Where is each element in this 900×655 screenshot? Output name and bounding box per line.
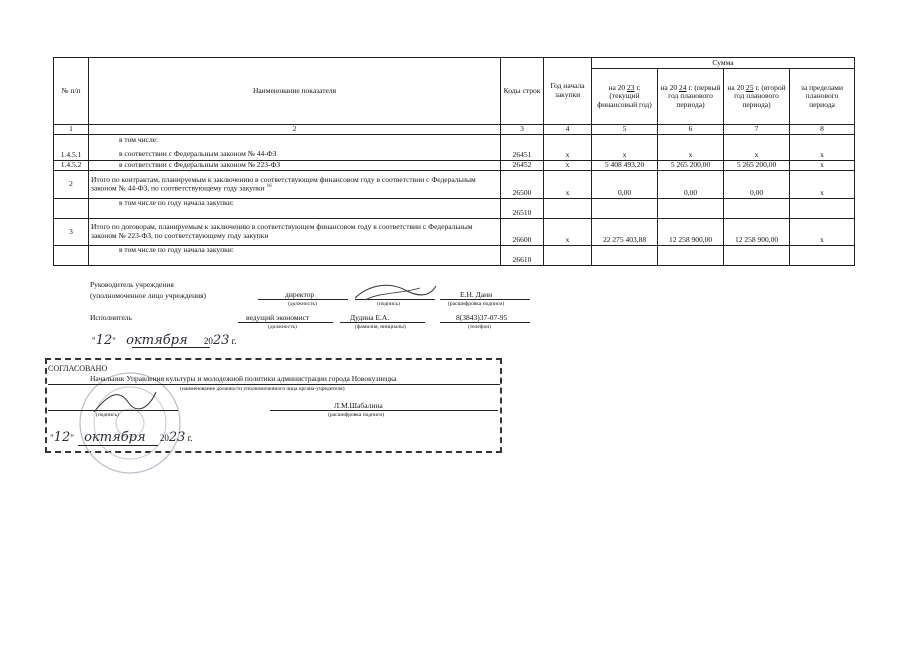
executor-phone: 8(3843)37-07-95 [456,313,508,322]
index-cell: 7 [724,125,790,135]
row-num: 1.4.5.1 [54,135,89,161]
approval-date-century: 20 [159,433,169,443]
col7-year: 25 [745,82,754,92]
index-cell: 2 [89,125,501,135]
head-position: директор [285,290,315,299]
row-name: в соответствии с Федеральным законом № 223-ФЗ [89,161,501,171]
date-year: 23 [212,333,230,348]
col6-year: 24 [679,82,687,92]
caption-position: (должность) [288,301,317,307]
executor-name-line [340,322,425,323]
row-code: 26610 [501,246,544,266]
approval-date-month: октября [84,430,146,445]
date-month: октября [126,333,188,348]
date-month-line [132,347,210,348]
col5-year: 23 [627,82,635,92]
caption-decode: (расшифровка подписи) [448,301,505,307]
row-value-8: x [790,171,855,199]
index-cell: 5 [592,125,658,135]
row-value-8: x [790,161,855,171]
table-row [54,135,855,161]
date-suffix: г. [231,336,237,346]
approval-date-quote-close: " [70,433,74,443]
table-row [54,219,855,246]
date-line [92,333,237,348]
executor-name: Дудина Е.А. [350,313,390,322]
row-code: 26452 [501,161,544,171]
row-value-5: x [592,135,658,161]
row-value-7: 5 265 200,00 [724,161,790,171]
header-col7 [724,69,790,125]
row-value-5 [592,246,658,266]
col7-pre: на 20 [727,82,745,92]
plan-table [53,57,855,266]
row-year [544,246,592,266]
index-cell: 3 [501,125,544,135]
header-name: Наименование показателя [89,58,501,125]
approval-decode-line [270,410,498,411]
approval-caption-decode: (расшифровка подписи) [328,412,385,418]
row-name [89,171,501,199]
row-name: в том числе по году начала закупки: [89,199,501,219]
row-value-8: x [790,219,855,246]
row-name: в том числе по году начала закупки: [89,246,501,266]
row-value-8 [790,246,855,266]
approval-signature-line [48,410,178,411]
row-value-8 [790,199,855,219]
row-code: 26500 [501,171,544,199]
row-value-8: x [790,135,855,161]
approval-date-day: 12 [53,430,71,445]
row-name [89,135,501,161]
caption-signature: (подпись) [377,301,400,307]
row-value-7 [724,246,790,266]
index-cell: 8 [790,125,855,135]
row-code: 26510 [501,199,544,219]
row-value-6: 5 265 200,00 [658,161,724,171]
col6-pre: на 20 [660,82,678,92]
row-year [544,199,592,219]
row-value-7: 0,00 [724,171,790,199]
index-cell: 6 [658,125,724,135]
header-col6 [658,69,724,125]
row-value-7: x [724,135,790,161]
table-row [54,199,855,219]
row-year: x [544,135,592,161]
col5-pre: на 20 [608,82,626,92]
executor-position-line [238,322,333,323]
executor-position: ведущий экономист [246,313,310,322]
col6-post: г. (первый год планового периода) [668,82,721,109]
approval-date-line [50,430,193,445]
row-num: 2 [54,171,89,199]
header-num: № п/п [54,58,89,125]
col7-post: г. (второй год планового периода) [734,82,786,109]
head-label-2: (уполномоченное лицо учреждения) [90,291,207,300]
executor-phone-line [440,322,530,323]
row-value-7: 12 258 900,00 [724,219,790,246]
row-code: 26451 [501,135,544,161]
row-name-main: в соответствии с Федеральным законом № 44-ФЗ [119,149,277,158]
row-value-7 [724,199,790,219]
row-name-top: в том числе: [119,135,159,145]
row-year: x [544,161,592,171]
approval-caption-signature: (подпись) [96,412,119,418]
row-num: 3 [54,219,89,246]
header-col5 [592,69,658,125]
date-century: 20 [203,336,213,346]
header-sum: Сумма [592,58,855,69]
row-value-5: 0,00 [592,171,658,199]
row-value-6 [658,246,724,266]
caption-phone: (телефон) [468,324,492,330]
row-value-6: x [658,135,724,161]
approval-title: СОГЛАСОВАНО [48,364,108,373]
header-year: Год начала закупки [544,58,592,125]
executor-label: Исполнитель [90,313,132,322]
footnote-mark: 16 [266,184,272,190]
row-num [54,246,89,266]
table-row [54,171,855,199]
row-name: Итого по договорам, планируемым к заключению в соответствующем финансовом году в соответствии с Федеральным законом № 223-ФЗ, по соответствующему году закупки [89,219,501,246]
row-name-text: Итого по контрактам, планируемым к заключению в соответствующем финансовом году в соответствии с Федеральным законом № 44-ФЗ, по соответствующему году закупки [91,174,476,193]
approval-date-month-line [78,445,158,446]
col5-post: г. (текущий финансовый год) [597,82,652,109]
approval-org-line [48,384,500,385]
date-quote-close: " [112,336,116,346]
approval-date-quote-open: " [50,433,54,443]
approval-date-suffix: г. [187,433,193,443]
approval-name: Л.М.Шабалина [334,401,383,410]
index-row [54,125,855,135]
date-quote-open: " [92,336,96,346]
index-cell: 1 [54,125,89,135]
row-value-5: 5 408 493,20 [592,161,658,171]
head-signature-scribble [350,280,440,304]
header-codes: Коды строк [501,58,544,125]
head-name: Е.Н. Данн [460,290,493,299]
row-num [54,199,89,219]
row-value-6: 12 258 900,00 [658,219,724,246]
row-value-6: 0,00 [658,171,724,199]
index-cell: 4 [544,125,592,135]
row-code: 26600 [501,219,544,246]
row-year: x [544,171,592,199]
head-label-1: Руководитель учреждения [90,280,174,289]
head-decode-line [440,299,530,300]
row-value-5 [592,199,658,219]
caption-fio: (фамилия, инициалы) [355,324,406,330]
approval-caption-org: (наименование должности уполномоченного лица органа-учредителя) [180,386,345,392]
approval-org: Начальник Управления культуры и молодежной политики администрации города Новокузнецка [90,374,397,383]
caption-position: (должность) [268,324,297,330]
head-position-line [258,299,348,300]
table-row [54,246,855,266]
row-num: 1.4.5.2 [54,161,89,171]
date-day: 12 [95,333,113,348]
row-value-5: 22 275 403,88 [592,219,658,246]
table-row [54,161,855,171]
approval-date-year: 23 [168,430,186,445]
row-value-6 [658,199,724,219]
row-year: x [544,219,592,246]
header-col8: за пределами планового периода [790,69,855,125]
